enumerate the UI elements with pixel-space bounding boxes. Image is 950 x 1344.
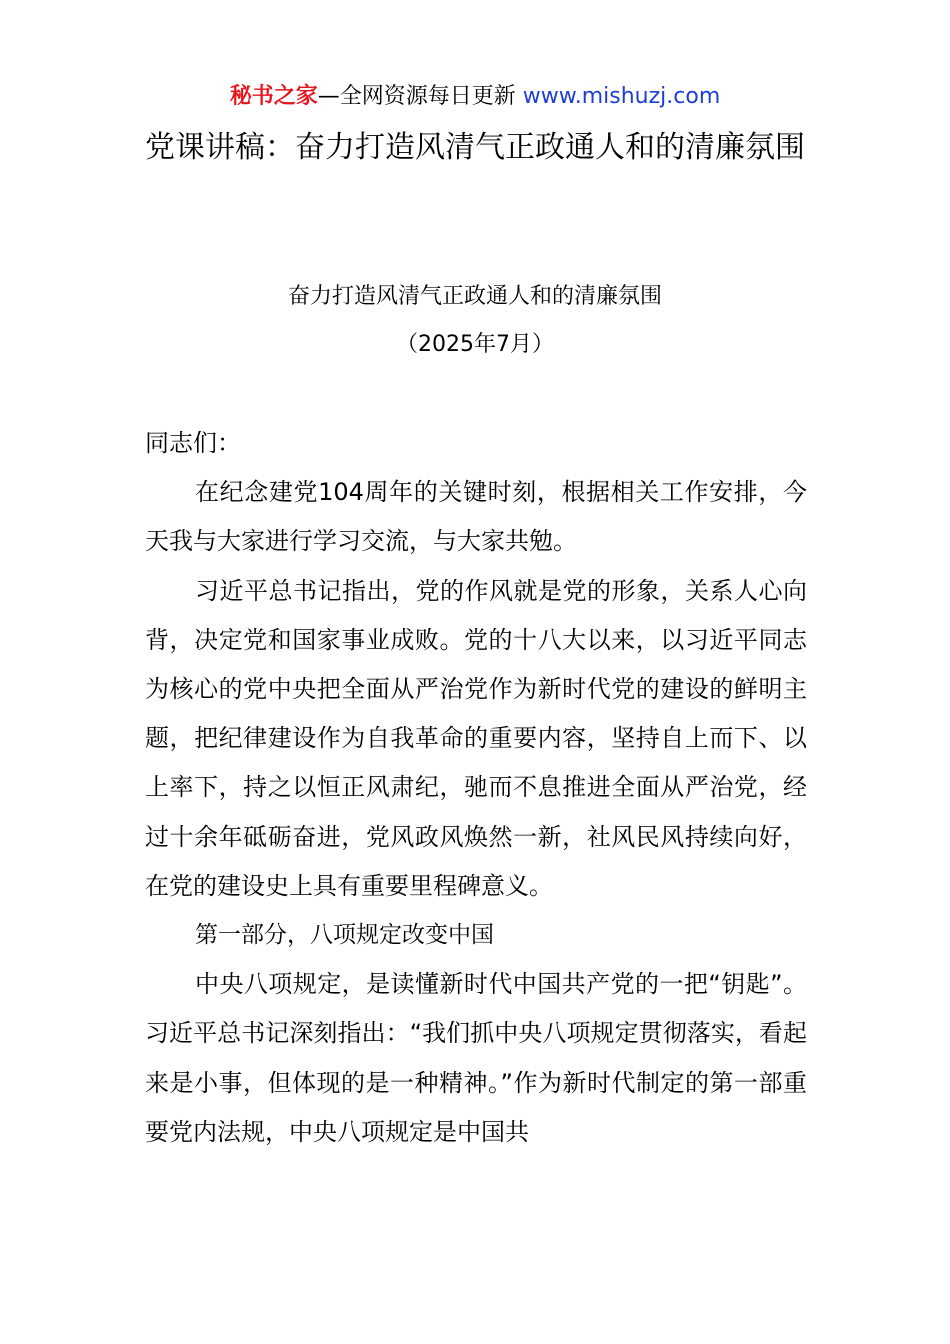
paragraph-2: 习近平总书记指出，党的作风就是党的形象，关系人心向背，决定党和国家事业成败。党的十八大以来，以习近平同志为核心的党中央把全面从严治党作为新时代党的建设的鲜明主题，把纪律建设作为自我革命的重要内容，坚持自上而下、以上率下，持之以恒正风肃纪，驰而不息推进全面从严治党，经过十余年砥砺奋进，党风政风焕然一新，社风民风持续向好，在党的建设史上具有重要里程碑意义。 xyxy=(145,576,807,900)
site-header xyxy=(0,80,950,114)
salutation: 同志们： xyxy=(145,429,241,457)
paragraph-1: 在纪念建党104周年的关键时刻，根据相关工作安排，今天我与大家进行学习交流，与大家共勉。 xyxy=(145,478,807,556)
brand-name: 秘书之家 xyxy=(229,84,318,109)
document-subtitle: 奋力打造风清气正政通人和的清廉氛围 xyxy=(287,284,662,309)
site-url-link[interactable]: www.mishuzj.com xyxy=(522,84,721,109)
header-tagline: —全网资源每日更新 xyxy=(317,84,523,109)
section-paragraph: 中央八项规定，是读懂新时代中国共产党的一把“钥匙”。习近平总书记深刻指出：“我们抓中央八项规定贯彻落实，看起来是小事，但体现的是一种精神。”作为新时代制定的第一部重要党内法规，中央八项规定是中国共 xyxy=(145,970,807,1146)
document-title: 党课讲稿：奋力打造风清气正政通人和的清廉氛围 xyxy=(145,130,805,165)
section-heading: 第一部分，八项规定改变中国 xyxy=(195,922,494,949)
document-body xyxy=(145,419,807,1157)
document-date: （2025年7月） xyxy=(396,332,554,357)
